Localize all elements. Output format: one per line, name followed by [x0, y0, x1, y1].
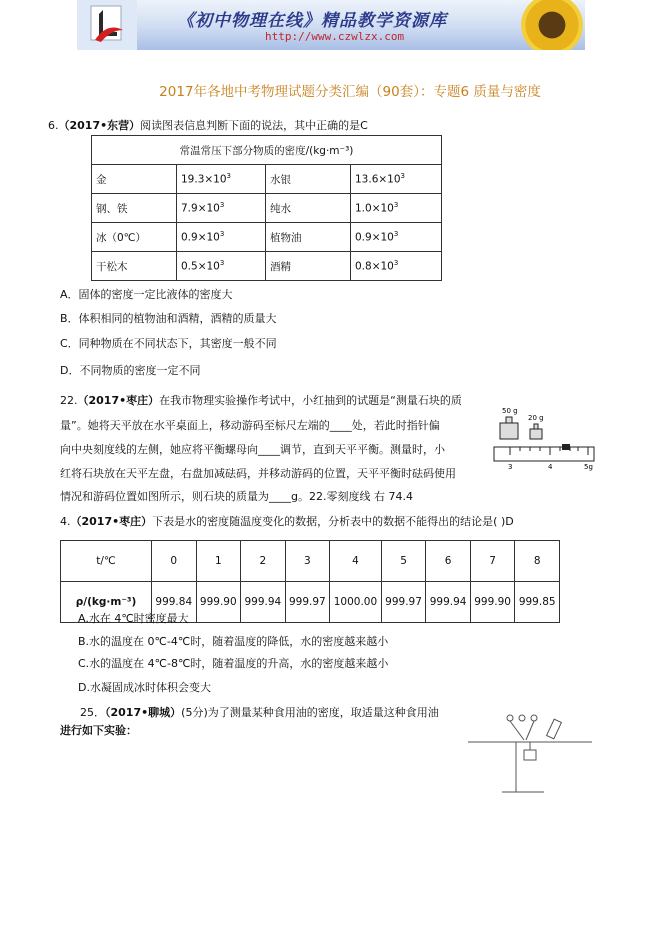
table-row: 金 $19.3\times 10^3$ 水银 $13.6\times 10^3$	[92, 165, 442, 194]
density-table-header: 常温常压下部分物质的密度/(kg·m⁻³)	[92, 136, 442, 165]
density-table	[91, 135, 442, 281]
scale-tick-4: 4	[548, 463, 553, 471]
q25-line-1: 25．（2017•聊城）(5分)为了测量某种食用油的密度，取适量这种食用油	[80, 706, 439, 719]
table-row: t/℃ 0 1 2 3 4 5 6 7 8	[61, 541, 560, 582]
site-logo	[77, 0, 137, 50]
q4-option-a: A.水在 4℃时密度最大	[78, 612, 189, 625]
lever-apparatus-figure	[464, 712, 598, 796]
weight-20g-label: 20 g	[528, 414, 544, 422]
table-row: 钢、铁 $7.9\times 10^3$ 纯水 $1.0\times 10^3$	[92, 194, 442, 223]
q4-stem: 4.（2017•枣庄）下表是水的密度随温度变化的数据，分析表中的数据不能得出的结论是( )D	[60, 515, 514, 528]
q22-line-3: 向中央刻度线的左侧，她应将平衡螺母向____调节，直到天平平衡。测量时，小	[60, 443, 445, 456]
q6-option-a: A．固体的密度一定比液体的密度大	[60, 288, 233, 301]
q25-line-2: 进行如下实验：	[60, 724, 137, 737]
q6-option-b: B．体积相同的植物油和酒精，酒精的质量大	[60, 312, 277, 325]
q4-option-d: D.水凝固成冰时体积会变大	[78, 681, 211, 694]
q22-line-4: 红将石块放在天平左盘，右盘加减砝码，并移动游码的位置，天平平衡时砝码使用	[60, 467, 456, 480]
q6-stem: 6.（2017•东营）阅读图表信息判断下面的说法，其中正确的是C	[48, 119, 368, 132]
q4-option-b: B.水的温度在 0℃-4℃时，随着温度的降低，水的密度越来越小	[78, 635, 389, 648]
scale-tick-5: 5g	[584, 463, 593, 471]
q22-line-1: 22.（2017•枣庄）在我市物理实验操作考试中，小红抽到的试题是“测量石块的质	[60, 394, 462, 407]
rider-icon	[562, 444, 570, 450]
sunflower-image	[521, 0, 583, 50]
q4-option-c: C.水的温度在 4℃-8℃时，随着温度的升高，水的密度越来越小	[78, 657, 389, 670]
table-row: ρ/(kg·m⁻³) 999.84 999.90 999.94 999.97 1000.00 999.97 999.94 999.90 999.85	[61, 582, 560, 623]
scale-tick-3: 3	[508, 463, 513, 471]
site-url[interactable]: http://www.czwlzx.com	[265, 30, 405, 43]
q22-line-2: 量”。她将天平放在水平桌面上，移动游码至标尺左端的____处，若此时指针偏	[60, 419, 440, 432]
q6-option-d: D．不同物质的密度一定不同	[60, 364, 201, 377]
table-row: 冰（0℃） $0.9\times 10^3$ 植物油 $0.9\times 10^3$	[92, 223, 442, 252]
q22-line-5: 情况和游码位置如图所示，则石块的质量为____g。22.零刻度线 右 74.4	[60, 490, 413, 503]
header-banner	[77, 0, 585, 50]
page-title: 2017年各地中考物理试题分类汇编（90套）：专题6 质量与密度	[159, 84, 541, 100]
balance-weights-figure	[488, 405, 598, 480]
scale-ruler-icon	[494, 444, 594, 461]
weight-50g-icon	[500, 417, 518, 439]
q6-option-c: C．同种物质在不同状态下，其密度一般不同	[60, 337, 277, 350]
weight-50g-label: 50 g	[502, 407, 518, 415]
weight-20g-icon	[530, 424, 542, 439]
table-row: 干松木 $0.5\times 10^3$ 酒精 $0.8\times 10^3$	[92, 252, 442, 281]
site-name: 《初中物理在线》精品教学资源库	[177, 11, 447, 31]
